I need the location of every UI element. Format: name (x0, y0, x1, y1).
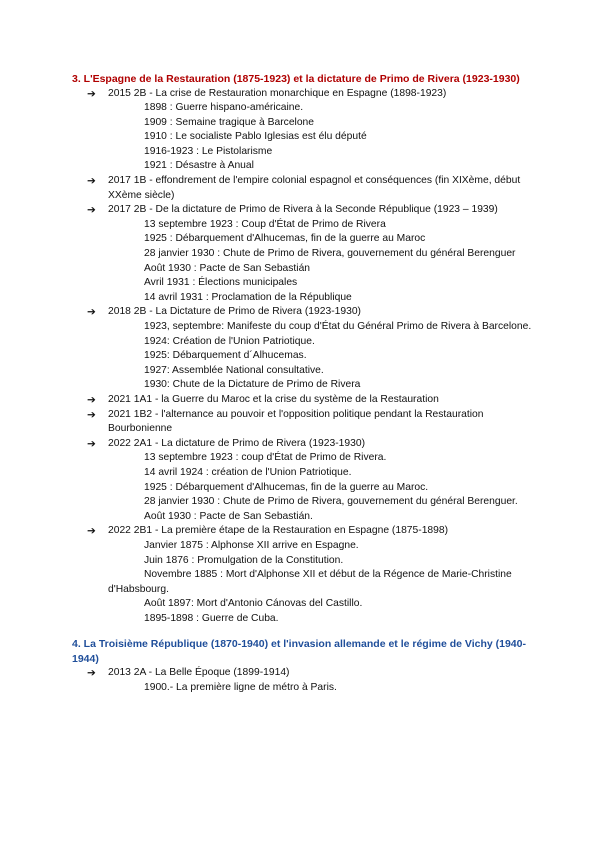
sub-item: Juin 1876 : Promulgation de la Constitution. (144, 554, 344, 566)
sub-item: Août 1930 : Pacte de San Sebastián. (144, 510, 313, 522)
sub-item: 28 janvier 1930 : Chute de Primo de Rivera, gouvernement du général Berenguer (144, 248, 516, 260)
sub-item: 1910 : Le socialiste Pablo Iglesias est élu député (144, 131, 367, 143)
sub-item: 28 janvier 1930 : Chute de Primo de Rivera, gouvernement du général Berenguer. (144, 496, 518, 508)
sub-item: Avril 1931 : Élections municipales (144, 277, 298, 289)
list-item-label: 2021 1A1 - la Guerre du Maroc et la crise du système de la Restauration (108, 393, 439, 405)
list-item (72, 393, 532, 408)
sub-item: Janvier 1875 : Alphonse XII arrive en Espagne. (144, 539, 359, 551)
list-item (72, 666, 532, 681)
sub-item: 1930: Chute de la Dictature de Primo de Rivera (144, 379, 361, 391)
sub-item: 1925: Débarquement d´Alhucemas. (144, 350, 307, 362)
sub-item: 1925 : Débarquement d'Alhucemas, fin de la guerre au Maroc. (144, 481, 429, 493)
list-item (72, 203, 532, 218)
sub-item: 1900.- La première ligne de métro à Paris. (144, 682, 337, 694)
sub-item: 1895-1898 : Guerre de Cuba. (144, 612, 279, 624)
list-item-label: 2017 1B - effondrement de l'empire colonial espagnol et conséquences (fin XIXème, début XXème siècle) (108, 175, 521, 201)
list-item-label: 2015 2B - La crise de Restauration monarchique en Espagne (1898-1923) (108, 87, 447, 99)
arrow-right-icon: ➔ (87, 408, 96, 421)
sub-item: 13 septembre 1923 : coup d'État de Primo de Rivera. (144, 452, 387, 464)
list-item (72, 174, 532, 203)
document-page (72, 72, 532, 696)
arrow-right-icon: ➔ (87, 175, 96, 188)
sub-item: 1916-1923 : Le Pistolarisme (144, 145, 273, 157)
sub-item: 1927: Assemblée National consultative. (144, 364, 324, 376)
list-item (72, 408, 532, 437)
sub-item: 13 septembre 1923 : Coup d'État de Primo de Rivera (144, 218, 386, 230)
section-4-heading: 4. La Troisième République (1870-1940) et l'invasion allemande et le régime de Vichy (1940-1944) (72, 638, 526, 665)
arrow-right-icon: ➔ (87, 437, 96, 450)
sub-item: 1921 : Désastre à Anual (144, 160, 254, 172)
sub-item: Août 1930 : Pacte de San Sebastián (144, 262, 311, 274)
arrow-right-icon: ➔ (87, 306, 96, 319)
list-item-label: 2022 2B1 - La première étape de la Restauration en Espagne (1875-1898) (108, 525, 449, 537)
sub-item: 1925 : Débarquement d'Alhucemas, fin de la guerre au Maroc (144, 233, 426, 245)
sub-item: 14 avril 1924 : création de l'Union Patriotique. (144, 466, 352, 478)
arrow-right-icon: ➔ (87, 87, 96, 100)
sub-item: 1898 : Guerre hispano-américaine. (144, 102, 304, 114)
list-item (72, 524, 532, 539)
list-item-label: 2021 1B2 - l'alternance au pouvoir et l'opposition politique pendant la Restauration Bourbonienne (108, 408, 484, 435)
list-item-label: 2013 2A - La Belle Époque (1899-1914) (108, 667, 290, 679)
section-3-heading: 3. L'Espagne de la Restauration (1875-1923) et la dictature de Primo de Rivera (1923-1930) (72, 73, 520, 85)
arrow-right-icon: ➔ (87, 393, 96, 406)
list-item-label: 2017 2B - De la dictature de Primo de Rivera à la Seconde République (1923 – 1939) (108, 204, 498, 216)
arrow-right-icon: ➔ (87, 525, 96, 538)
list-item (72, 87, 532, 102)
sub-item: Novembre 1885 : Mort d'Alphonse XII et début de la Régence de Marie-Christine d'Habsbourg. (108, 569, 512, 595)
sub-item: 1924: Création de l'Union Patriotique. (144, 335, 315, 347)
list-item (72, 305, 532, 320)
sub-item: 1923, septembre: Manifeste du coup d'État du Général Primo de Rivera à Barcelone. (144, 321, 532, 332)
list-item-label: 2022 2A1 - La dictature de Primo de Rivera (1923-1930) (108, 437, 365, 449)
arrow-right-icon: ➔ (87, 667, 96, 680)
sub-item: 14 avril 1931 : Proclamation de la République (144, 291, 352, 303)
list-item-label: 2018 2B - La Dictature de Primo de Rivera (1923-1930) (108, 306, 361, 318)
arrow-right-icon: ➔ (87, 204, 96, 217)
list-item (72, 437, 532, 452)
sub-item: Août 1897: Mort d'Antonio Cánovas del Castillo. (144, 598, 363, 610)
sub-item: 1909 : Semaine tragique à Barcelone (144, 116, 315, 128)
